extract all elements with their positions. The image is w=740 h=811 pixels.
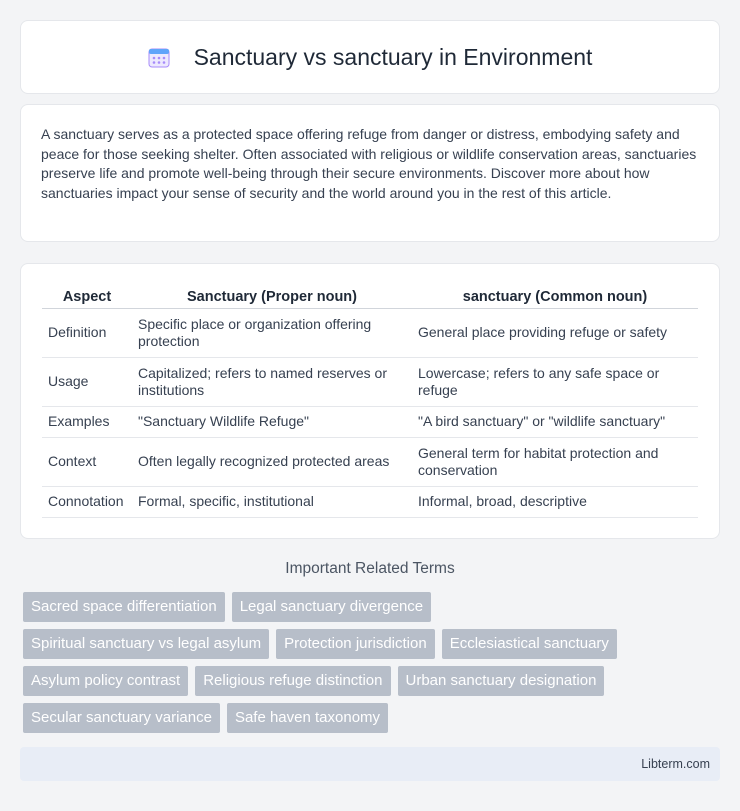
table-cell: Examples	[42, 407, 132, 438]
title-card	[20, 20, 720, 94]
table-row	[42, 309, 698, 358]
page-title: Sanctuary vs sanctuary in Environment	[193, 43, 593, 70]
table-row	[42, 358, 698, 407]
related-term-tag[interactable]: Asylum policy contrast	[23, 666, 188, 696]
calendar-icon	[148, 46, 170, 68]
table-cell: Lowercase; refers to any safe space or refuge	[412, 358, 698, 407]
related-terms-list	[23, 592, 723, 740]
related-term-tag[interactable]: Spiritual sanctuary vs legal asylum	[23, 629, 269, 659]
table-cell: Definition	[42, 309, 132, 358]
comparison-table	[42, 284, 698, 518]
footer-site-link[interactable]: Libterm.com	[641, 757, 710, 771]
related-terms-title: Important Related Terms	[285, 560, 455, 577]
footer	[20, 747, 720, 781]
intro-card	[20, 104, 720, 242]
table-cell: General place providing refuge or safety	[412, 309, 698, 358]
table-header-row	[42, 284, 698, 309]
related-term-tag[interactable]: Safe haven taxonomy	[227, 703, 388, 733]
table-cell: Specific place or organization offering protection	[132, 309, 412, 358]
table-cell: Formal, specific, institutional	[132, 487, 412, 518]
table-cell: "Sanctuary Wildlife Refuge"	[132, 407, 412, 438]
table-row	[42, 487, 698, 518]
related-term-tag[interactable]: Ecclesiastical sanctuary	[442, 629, 617, 659]
table-cell: Often legally recognized protected areas	[132, 438, 412, 487]
table-cell: Capitalized; refers to named reserves or institutions	[132, 358, 412, 407]
tag-row	[23, 592, 723, 622]
related-term-tag[interactable]: Sacred space differentiation	[23, 592, 225, 622]
table-cell: "A bird sanctuary" or "wildlife sanctuary"	[412, 407, 698, 438]
table-cell: General term for habitat protection and conservation	[412, 438, 698, 487]
related-term-tag[interactable]: Protection jurisdiction	[276, 629, 435, 659]
tag-row	[23, 703, 723, 733]
table-cell: Usage	[42, 358, 132, 407]
column-header: Aspect	[42, 284, 132, 309]
table-cell: Informal, broad, descriptive	[412, 487, 698, 518]
related-term-tag[interactable]: Religious refuge distinction	[195, 666, 390, 696]
related-term-tag[interactable]: Secular sanctuary variance	[23, 703, 220, 733]
table-cell: Context	[42, 438, 132, 487]
related-term-tag[interactable]: Legal sanctuary divergence	[232, 592, 431, 622]
table-row	[42, 438, 698, 487]
tag-row	[23, 629, 723, 659]
table-cell: Connotation	[42, 487, 132, 518]
column-header: sanctuary (Common noun)	[412, 284, 698, 309]
intro-text: A sanctuary serves as a protected space offering refuge from danger or distress, embodying safety and peace for those seeking shelter. Often associated with religious or wildlife conservation areas, sanctuaries preserve life and promote well-being through their secure environments. Discover more about how sanctuaries impact your sense of security and the world around you in the rest of this article.	[41, 126, 697, 201]
related-term-tag[interactable]: Urban sanctuary designation	[398, 666, 605, 696]
comparison-table-card	[20, 263, 720, 539]
tag-row	[23, 666, 723, 696]
column-header: Sanctuary (Proper noun)	[132, 284, 412, 309]
table-row	[42, 407, 698, 438]
